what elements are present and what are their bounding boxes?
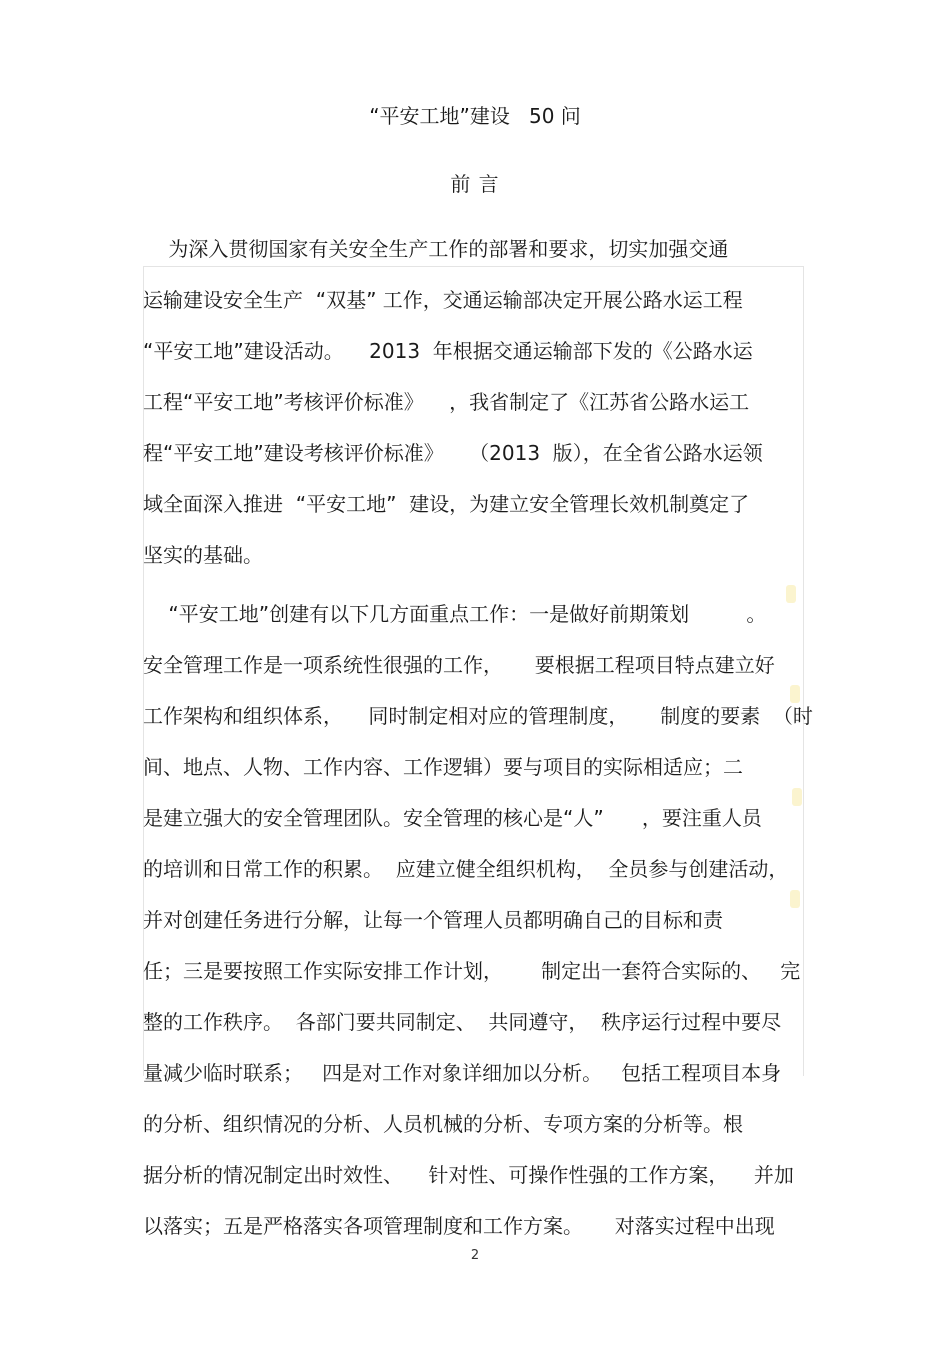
- text-line: 运输建设安全生产 “双基” 工作，交通运输部决定开展公路水运工程: [143, 288, 743, 312]
- text-line: 为深入贯彻国家有关安全生产工作的部署和要求，切实加强交通: [143, 237, 729, 261]
- page-number: 2: [470, 1248, 480, 1263]
- text-line: 坚实的基础。: [143, 543, 263, 567]
- text-line: 是建立强大的安全管理团队。安全管理的核心是“人” ，要注重人员: [143, 806, 762, 830]
- text-line: 间、地点、人物、工作内容、工作逻辑）要与项目的实际相适应；二: [143, 755, 743, 779]
- document-body: [143, 232, 813, 1260]
- text-line: 工作架构和组织体系， 同时制定相对应的管理制度， 制度的要素 （时: [143, 704, 813, 728]
- scan-artifact: [790, 685, 800, 703]
- paragraph-1: [143, 232, 803, 589]
- text-line: 安全管理工作是一项系统性很强的工作， 要根据工程项目特点建立好: [143, 653, 775, 677]
- text-line: 整的工作秩序。 各部门要共同制定、 共同遵守， 秩序运行过程中要尽: [143, 1010, 782, 1034]
- text-line: 工程“平安工地”考核评价标准》 ，我省制定了《江苏省公路水运工: [143, 390, 750, 414]
- text-line: 以落实；五是严格落实各项管理制度和工作方案。 对落实过程中出现: [143, 1214, 775, 1238]
- scan-artifact: [792, 788, 802, 806]
- scan-artifact: [786, 585, 796, 603]
- text-line: 量减少临时联系； 四是对工作对象详细加以分析。 包括工程项目本身: [143, 1061, 782, 1085]
- text-line: 程“平安工地”建设考核评价标准》 （2013 版），在全省公路水运领: [143, 441, 763, 465]
- scan-artifact: [790, 890, 800, 908]
- text-line: 任；三是要按照工作实际安排工作计划， 制定出一套符合实际的、 完: [143, 959, 801, 983]
- paragraph-2: [143, 597, 813, 1260]
- paragraph-gap: [143, 589, 803, 597]
- text-line: 并对创建任务进行分解，让每一个管理人员都明确自己的目标和责: [143, 908, 723, 932]
- text-line: 据分析的情况制定出时效性、 针对性、可操作性强的工作方案， 并加: [143, 1163, 794, 1187]
- document-title: “平安工地”建设 50 问: [369, 104, 581, 128]
- text-line: 的分析、组织情况的分析、人员机械的分析、专项方案的分析等。根: [143, 1112, 743, 1136]
- text-line: “平安工地”创建有以下几方面重点工作：一是做好前期策划 。: [143, 602, 767, 626]
- text-line: 的培训和日常工作的积累。 应建立健全组织机构， 全员参与创建活动，: [143, 857, 789, 881]
- text-line: “平安工地”建设活动。 2013 年根据交通运输部下发的《公路水运: [143, 339, 753, 363]
- section-heading: 前 言: [450, 172, 500, 196]
- text-line: 域全面深入推进 “平安工地” 建设，为建立安全管理长效机制奠定了: [143, 492, 750, 516]
